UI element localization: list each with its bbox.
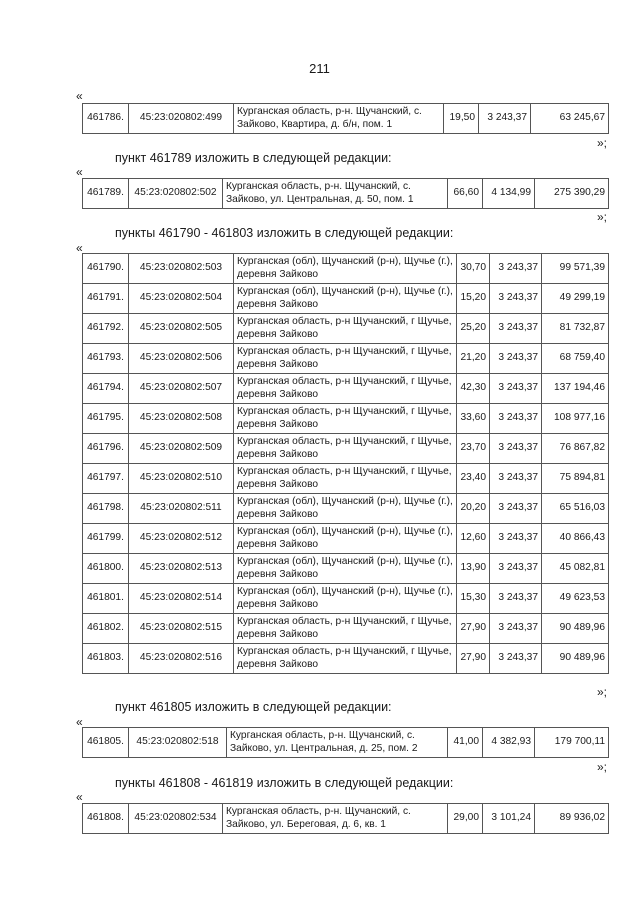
address-cell: Курганская (обл), Щучанский (р-н), Щучье (г.), деревня Зайково	[234, 494, 457, 524]
cadastral-number: 45:23:020802:499	[129, 104, 234, 134]
area-cell: 42,30	[457, 374, 490, 404]
cadastral-value-cell: 40 866,43	[542, 524, 609, 554]
record-number: 461791.	[83, 284, 129, 314]
table-row	[83, 254, 609, 284]
cadastral-value-cell: 49 299,19	[542, 284, 609, 314]
table-row	[83, 104, 609, 134]
area-cell: 21,20	[457, 344, 490, 374]
unit-price-cell: 3 243,37	[490, 584, 542, 614]
address-cell: Курганская область, р-н. Щучанский, с. Зайково, ул. Центральная, д. 25, пом. 2	[227, 728, 448, 758]
unit-price-cell: 3 243,37	[490, 434, 542, 464]
area-cell: 15,20	[457, 284, 490, 314]
table-row	[83, 434, 609, 464]
cadastral-number: 45:23:020802:510	[129, 464, 234, 494]
page-number: 211	[309, 61, 330, 76]
cadastral-number: 45:23:020802:508	[129, 404, 234, 434]
cadastral-value-cell: 90 489,96	[542, 614, 609, 644]
unit-price-cell: 3 243,37	[490, 404, 542, 434]
unit-price-cell: 3 243,37	[490, 524, 542, 554]
area-cell: 19,50	[444, 104, 479, 134]
cadastral-number: 45:23:020802:518	[129, 728, 227, 758]
opening-quote: «	[76, 241, 83, 255]
area-cell: 30,70	[457, 254, 490, 284]
address-cell: Курганская область, р-н Щучанский, г Щучье, деревня Зайково	[234, 434, 457, 464]
cadastral-value-cell: 90 489,96	[542, 644, 609, 674]
amendment-instruction: пункты 461808 - 461819 изложить в следующей редакции:	[115, 776, 454, 790]
area-cell: 23,70	[457, 434, 490, 464]
record-number: 461805.	[83, 728, 129, 758]
address-cell: Курганская (обл), Щучанский (р-н), Щучье (г.), деревня Зайково	[234, 524, 457, 554]
unit-price-cell: 3 243,37	[490, 554, 542, 584]
record-number: 461786.	[83, 104, 129, 134]
opening-quote: «	[76, 715, 83, 729]
record-number: 461800.	[83, 554, 129, 584]
address-cell: Курганская область, р-н Щучанский, г Щучье, деревня Зайково	[234, 614, 457, 644]
unit-price-cell: 3 101,24	[483, 804, 535, 834]
cadastral-number: 45:23:020802:515	[129, 614, 234, 644]
table-row	[83, 179, 609, 209]
records-table	[82, 178, 609, 209]
address-cell: Курганская область, р-н Щучанский, г Щучье, деревня Зайково	[234, 374, 457, 404]
record-number: 461797.	[83, 464, 129, 494]
area-cell: 29,00	[448, 804, 483, 834]
unit-price-cell: 3 243,37	[490, 344, 542, 374]
cadastral-number: 45:23:020802:506	[129, 344, 234, 374]
table-row	[83, 404, 609, 434]
table-row	[83, 374, 609, 404]
record-number: 461798.	[83, 494, 129, 524]
record-number: 461796.	[83, 434, 129, 464]
cadastral-number: 45:23:020802:503	[129, 254, 234, 284]
unit-price-cell: 3 243,37	[490, 644, 542, 674]
table-row	[83, 614, 609, 644]
records-table	[82, 103, 609, 134]
table-row	[83, 314, 609, 344]
address-cell: Курганская (обл), Щучанский (р-н), Щучье (г.), деревня Зайково	[234, 284, 457, 314]
area-cell: 66,60	[448, 179, 483, 209]
cadastral-number: 45:23:020802:509	[129, 434, 234, 464]
cadastral-number: 45:23:020802:511	[129, 494, 234, 524]
unit-price-cell: 3 243,37	[490, 614, 542, 644]
cadastral-number: 45:23:020802:507	[129, 374, 234, 404]
cadastral-value-cell: 275 390,29	[535, 179, 609, 209]
table-row	[83, 524, 609, 554]
amendment-instruction: пункт 461789 изложить в следующей редакции:	[115, 151, 392, 165]
unit-price-cell: 3 243,37	[490, 254, 542, 284]
cadastral-value-cell: 81 732,87	[542, 314, 609, 344]
cadastral-number: 45:23:020802:534	[129, 804, 223, 834]
record-number: 461808.	[83, 804, 129, 834]
cadastral-value-cell: 63 245,67	[531, 104, 609, 134]
records-table	[82, 803, 609, 834]
area-cell: 13,90	[457, 554, 490, 584]
record-number: 461801.	[83, 584, 129, 614]
address-cell: Курганская область, р-н Щучанский, г Щучье, деревня Зайково	[234, 464, 457, 494]
area-cell: 41,00	[448, 728, 483, 758]
unit-price-cell: 3 243,37	[479, 104, 531, 134]
address-cell: Курганская область, р-н Щучанский, г Щучье, деревня Зайково	[234, 344, 457, 374]
record-number: 461789.	[83, 179, 129, 209]
cadastral-value-cell: 68 759,40	[542, 344, 609, 374]
cadastral-value-cell: 108 977,16	[542, 404, 609, 434]
closing-quote: »;	[597, 685, 608, 699]
table-row	[83, 804, 609, 834]
unit-price-cell: 3 243,37	[490, 464, 542, 494]
records-table	[82, 253, 609, 674]
record-number: 461794.	[83, 374, 129, 404]
record-number: 461790.	[83, 254, 129, 284]
table-row	[83, 344, 609, 374]
address-cell: Курганская (обл), Щучанский (р-н), Щучье (г.), деревня Зайково	[234, 554, 457, 584]
cadastral-value-cell: 49 623,53	[542, 584, 609, 614]
cadastral-number: 45:23:020802:516	[129, 644, 234, 674]
cadastral-value-cell: 89 936,02	[535, 804, 609, 834]
closing-quote: »;	[597, 760, 608, 774]
area-cell: 12,60	[457, 524, 490, 554]
area-cell: 27,90	[457, 614, 490, 644]
cadastral-number: 45:23:020802:505	[129, 314, 234, 344]
cadastral-value-cell: 76 867,82	[542, 434, 609, 464]
address-cell: Курганская область, р-н Щучанский, г Щучье, деревня Зайково	[234, 314, 457, 344]
opening-quote: «	[76, 165, 83, 179]
cadastral-value-cell: 45 082,81	[542, 554, 609, 584]
record-number: 461795.	[83, 404, 129, 434]
cadastral-value-cell: 99 571,39	[542, 254, 609, 284]
cadastral-number: 45:23:020802:514	[129, 584, 234, 614]
table-row	[83, 464, 609, 494]
cadastral-value-cell: 75 894,81	[542, 464, 609, 494]
record-number: 461802.	[83, 614, 129, 644]
table-row	[83, 644, 609, 674]
unit-price-cell: 3 243,37	[490, 284, 542, 314]
table-row	[83, 554, 609, 584]
record-number: 461793.	[83, 344, 129, 374]
address-cell: Курганская (обл), Щучанский (р-н), Щучье (г.), деревня Зайково	[234, 584, 457, 614]
unit-price-cell: 4 382,93	[483, 728, 535, 758]
records-table	[82, 727, 609, 758]
unit-price-cell: 3 243,37	[490, 314, 542, 344]
unit-price-cell: 3 243,37	[490, 494, 542, 524]
area-cell: 33,60	[457, 404, 490, 434]
area-cell: 20,20	[457, 494, 490, 524]
amendment-instruction: пункты 461790 - 461803 изложить в следующей редакции:	[115, 226, 454, 240]
closing-quote: »;	[597, 136, 608, 150]
table-row	[83, 728, 609, 758]
record-number: 461803.	[83, 644, 129, 674]
cadastral-value-cell: 137 194,46	[542, 374, 609, 404]
cadastral-number: 45:23:020802:502	[129, 179, 223, 209]
area-cell: 23,40	[457, 464, 490, 494]
table-row	[83, 284, 609, 314]
address-cell: Курганская область, р-н. Щучанский, с. Зайково, ул. Береговая, д. 6, кв. 1	[223, 804, 448, 834]
record-number: 461792.	[83, 314, 129, 344]
closing-quote: »;	[597, 210, 608, 224]
cadastral-number: 45:23:020802:504	[129, 284, 234, 314]
cadastral-number: 45:23:020802:513	[129, 554, 234, 584]
cadastral-number: 45:23:020802:512	[129, 524, 234, 554]
area-cell: 27,90	[457, 644, 490, 674]
opening-quote: «	[76, 790, 83, 804]
area-cell: 25,20	[457, 314, 490, 344]
cadastral-value-cell: 65 516,03	[542, 494, 609, 524]
area-cell: 15,30	[457, 584, 490, 614]
unit-price-cell: 3 243,37	[490, 374, 542, 404]
address-cell: Курганская (обл), Щучанский (р-н), Щучье (г.), деревня Зайково	[234, 254, 457, 284]
record-number: 461799.	[83, 524, 129, 554]
table-row	[83, 494, 609, 524]
address-cell: Курганская область, р-н Щучанский, г Щучье, деревня Зайково	[234, 404, 457, 434]
unit-price-cell: 4 134,99	[483, 179, 535, 209]
table-row	[83, 584, 609, 614]
address-cell: Курганская область, р-н Щучанский, г Щучье, деревня Зайково	[234, 644, 457, 674]
address-cell: Курганская область, р-н. Щучанский, с. Зайково, ул. Центральная, д. 50, пом. 1	[223, 179, 448, 209]
amendment-instruction: пункт 461805 изложить в следующей редакции:	[115, 700, 392, 714]
opening-quote: «	[76, 89, 83, 103]
cadastral-value-cell: 179 700,11	[535, 728, 609, 758]
address-cell: Курганская область, р-н. Щучанский, с. Зайково, Квартира, д. б/н, пом. 1	[234, 104, 444, 134]
